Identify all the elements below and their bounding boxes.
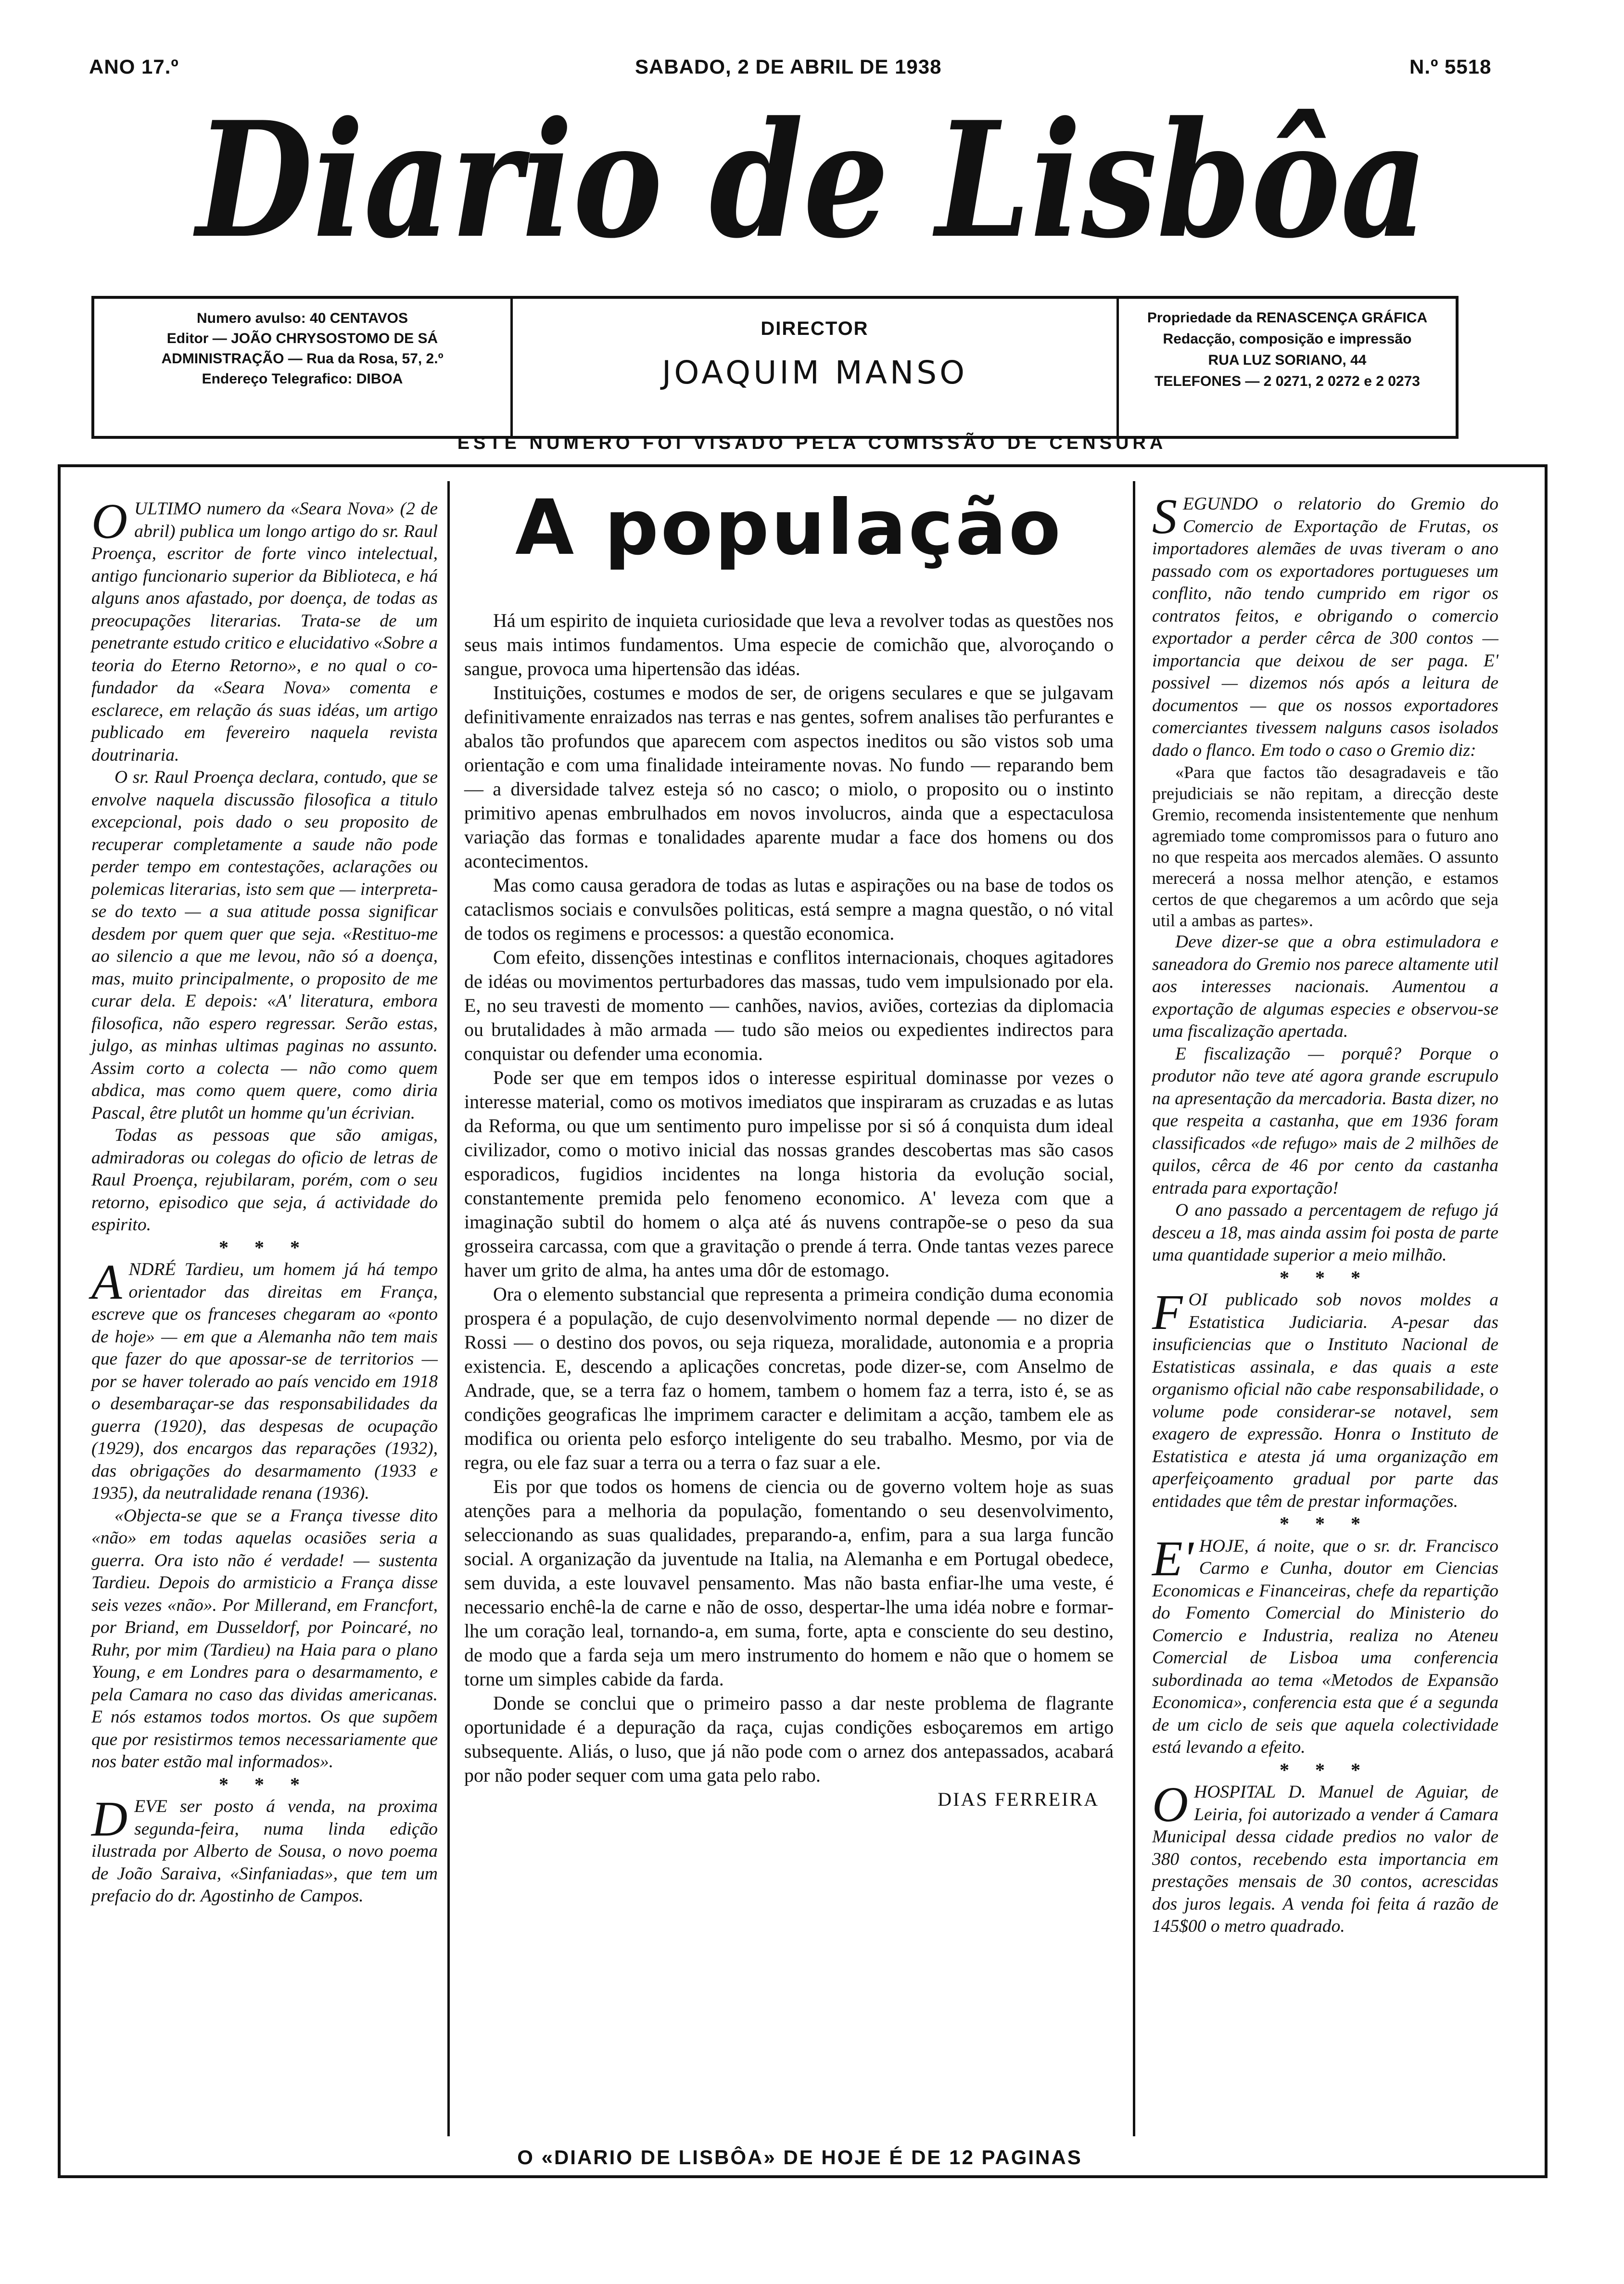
drop-cap: E' [1152,1531,1193,1586]
year-label: ANO 17.º [89,55,179,78]
separator-stars: * * * [1280,1759,1371,1781]
drop-cap: A [91,1254,122,1310]
right-paragraph: Deve dizer-se que a obra estimuladora e saneadora do Gremio nos parece altamente util aos interesses nacionais. Aumentou a exportação de algumas especies e observou-se uma fiscalização apertada. [1152,932,1498,1041]
article-paragraph: Pode ser que em tempos idos o interesse espiritual dominasse por vezes o interesse material, como os motivos imediatos que inspiraram as cruzadas e as lutas da Reforma, ou que um sentimento puro impelisse por si só á conquista dum ideal civilizador, como o motivo inicial das nossas grandes descobertas mas são casos esporadicos, fugidios incidentes na longa historia da evolução social, constantemente premida pelo fenomeno economico. A' leveza com que a imaginação subtil do homem o alça até ás nuvens contrapõe-se o peso da sua grosseira carcassa, com que a gravitação o prende á terra. Onde tantas vezes parece haver um grito de alma, ha antes uma dôr de estomago. [464,1067,1114,1281]
separator-stars: * * * [1280,1513,1371,1534]
issue-number: N.º 5518 [1409,55,1492,78]
article-paragraph: Há um espirito de inquieta curiosidade que leva a revolver todas as questões nos seus mais intimos fundamentos. Uma especie de comichão que, alvoroçando o sangue, provoca uma hipertensão das idéas. [464,610,1114,679]
left-paragraph: Todas as pessoas que são amigas, admiradoras ou colegas do oficio de letras de Raul Proença, rejubilaram, porém, com o seu retorno, episodico que seja, á actividade do espirito. [91,1125,438,1235]
article-signature: DIAS FERREIRA [938,1788,1099,1810]
info-left [94,299,513,436]
right-paragraph: FOI publicado sob novos moldes a Estatistica Judiciaria. A-pesar das insuficiencias que o Instituto Nacional de Estatisticas assinala, e das quais a este organismo oficial não cabe responsabilidade, o volume pode considerar-se notavel, sem exagero de expressão. Honra o Instituto de Estatistica e atesta já uma organização em aperfeiçoamento gradual por parte das entidades que têm de prestar informações. [1152,1285,1498,1511]
right-paragraph: E fiscalização — porquê? Porque o produtor não teve até agora grande escrupulo na apresentação da mercadoria. Basta dizer, no que respeita a castanha, que em 1936 foram classificados «de refugo» mais de 2 milhões de quilos, cêrca de 46 por cento da castanha entrada para exportação! [1152,1044,1498,1198]
separator-stars: * * * [219,1236,310,1258]
phones-line: TELEFONES — 2 0271, 2 0272 e 2 0273 [1155,373,1420,389]
masthead-title: Diario de Lisbôa [192,96,1428,273]
director-name: JOAQUIM MANSO [661,354,968,391]
article-paragraph: Instituições, costumes e modos de ser, de origens seculares e que se julgavam definitivamente enraizados nas terras e nas gentes, sofrem analises tão perfurantes e abalos tão profundos que aparecem com aspectos ineditos ou são vistos sob uma orientação e com uma finalidade inteiramente novas. No fundo — reparando bem — a diversidade talvez esteja só no casco; o miolo, o proposito ou o instinto primitivo apenas embrulhados em novos involucros, ainda que a espectaculosa variação das formas e tonalidades aparente mudar a face dos homens ou dos acontecimentos. [464,682,1114,872]
article-paragraph: Donde se conclui que o primeiro passo a dar neste problema de flagrante oportunidade é a depuração da raça, cujas condições esboçaremos em artigo subsequente. Aliás, o luso, que já não pode com o arnez dos antepassados, acabará por não poder sequer com uma gata pelo rabo. [464,1692,1114,1786]
drop-cap: S [1152,489,1177,544]
address-line: RUA LUZ SORIANO, 44 [1208,352,1367,368]
drop-cap: F [1152,1285,1183,1340]
column-rule-left [447,481,450,2136]
info-director [515,299,1114,436]
owner-line: Propriedade da RENASCENÇA GRÁFICA [1147,310,1428,326]
left-paragraph: DEVE ser posto á venda, na proxima segunda-feira, numa linda edição ilustrada por Alberto de Sousa, o novo poema de João Saraiva, «Sinfaniadas», que tem um prefacio do dr. Agostinho de Campos. [91,1791,438,1906]
left-paragraph: «Objecta-se que se a França tivesse dito «não» em todas aquelas ocasiões seria a guerra. Ora isto não é verdade! — sustenta Tardieu. Depois do armisticio a França disse seis vezes «não». Por Millerand, em Francfort, por Briand, em Dusseldorf, por Poincaré, no Ruhr, por mim (Tardieu) na Haia para o plano Young, e em Londres para o desarmamento, e pela Camara no caso das dividas americanas. E nós estamos todos mortos. Os que supõem que por resistirmos temos necessariamente que nos bater estão mal informados». [91,1506,438,1772]
article-paragraph: Eis por que todos os homens de ciencia ou de governo voltem hoje as suas atenções para a melhoria da população, fomentando o seu desenvolvimento, seleccionando as suas qualidades, preparando-a, enfim, para a sua larga funcão social. A organização da juventude na Italia, na Alemanha e em Portugal obedece, sem duvida, a este louvavel pensamento. Mas não basta enfiar-lhe uma veste, é necessario enchê-la de carne e não de osso, despertar-lhe uma idéa nobre e formar-lhe um coração leal, tornando-a, em suma, forte, apta e consciente do seu destino, de modo que a farda seja um mero instrumento do homem e não que o homem se torne um simples cabide da farda. [464,1476,1114,1690]
right-paragraph: OHOSPITAL D. Manuel de Aguiar, de Leiria, foi autorizado a vender á Camara Municipal dessa cidade predios no valor de 380 contos, recebendo esta importancia em prestações mensais de 30 contos, acrescidas dos juros legais. A venda foi feita á razão de 145$00 o metro quadrado. [1152,1777,1498,1936]
drop-cap: D [91,1791,128,1847]
left-paragraph: OULTIMO numero da «Seara Nova» (2 de abril) publica um longo artigo do sr. Raul Proença, escritor de forte vinco intelectual, antigo funcionario superior da Biblioteca, e há alguns anos afastado, por doença, de todas as preocupações literarias. Trata-se de um penetrante estudo critico e elucidativo «Sobre a teoria do Eterno Retorno», e no qual o co-fundador da «Seara Nova» comenta e esclarece, em relação ás suas idéas, um artigo publicado em fevereiro naquela revista doutrinaria. [91,494,438,765]
article-paragraph: Com efeito, dissenções intestinas e conflitos internacionais, choques agitadores de idéas ou movimentos perturbadores das massas, tudo vem impulsionado por ela. E, no seu travesti de momento — canhões, navios, aviões, cortezias da diplomacia ou brutalidades à mão armada — tudo são meios ou expedientes indirectos para conquistar ou defender uma economia. [464,946,1114,1064]
editor-line: Editor — JOÃO CHRYSOSTOMO DE SÁ [166,331,438,346]
article-paragraph: Mas como causa geradora de todas as lutas e aspirações ou na base de todos os cataclismos sociais e convulsões politicas, está sempre a magna questão, o nó vital de todos os regimens e processos: a questão economica. [464,874,1114,944]
left-paragraph: ANDRÉ Tardieu, um homem já há tempo orientador das direitas em França, escreve que os franceses chegaram ao «ponto de hoje» — em que a Alemanha não tem mais que fazer do que apossar-se de territorios — por se haver tolerado ao país vencido em 1918 o desembaraçar-se das responsabilidades da guerra (1920), das despesas de ocupação (1929), dos encargos das reparações (1932), das obrigações do desarmamento (1933 e 1935), da neutralidade renana (1936). [91,1254,438,1503]
administration-line: ADMINISTRAÇÃO — Rua da Rosa, 57, 2.º [161,351,444,367]
separator-stars: * * * [219,1773,310,1795]
left-paragraph: O sr. Raul Proença declara, contudo, que se envolve naquela discussão filosofica a titulo excepcional, pois dado o seu proposito de recuperar completamente a saude não pode perder tempo em contestações, aclarações ou polemicas literarias, isto sem que — interpreta-se do texto — a sua atitude possa significar desdem por quem quer que seja. «Restituo-me ao silencio a que me levou, não só a doença, mas, muito principalmente, o proposito de me curar dela. E depois: «A' literatura, embora filosofica, não espero regressar. Serão estas, julgo, as minhas ultimas paginas no assunto. Assim corto a colecta — não como quem abdica, mas como quem quere, como diria Pascal, être plutôt un homme qu'un écrivian. [91,767,438,1123]
drop-cap: O [1152,1777,1189,1832]
right-paragraph: SEGUNDO o relatorio do Gremio do Comercio de Exportação de Frutas, os importadores alemães de uvas tiveram o ano passado com os exportadores portugueses um conflito, não tendo cumprido em rigor os contratos feitos, e obrigando o comercio exportador a perder cêrca de 300 contos — importancia que deixou de ser paga. E' possivel — dizemos nós após a leitura de documentos — que os nossos exportadores comerciantes tivessem nalguns casos isolados dado o flanco. Em todo o caso o Gremio diz: [1152,489,1498,760]
left-column [91,494,438,1908]
quote-block: «Para que factos tão desagradaveis e tão prejudiciais se não repitam, a direcção deste Gremio, recomenda insistentemente que nenhum agremiado tome compromissos para o futuro ano no que respeita aos mercados alemães. O assunto merecerá a nossa melhor atenção, e estamos certos de que chegaremos a um acôrdo que seja util a ambas as partes». [1152,763,1498,930]
center-article [464,609,1114,1812]
price-line: Numero avulso: 40 CENTAVOS [197,310,408,326]
editorial-line: Redacção, composição e impressão [1163,331,1412,347]
masthead [0,96,1624,298]
article-paragraph: Ora o elemento substancial que representa a primeira condição duma economia prospera é a população, de cujo desenvolvimento normal depende — no dizer de Rossi — o destino dos povos, ou seja riqueza, moralidade, autonomia e a propria existencia. E, descendo a aplicações concretas, pode dizer-se, com Anselmo de Andrade, que, se a terra faz o homem, tambem o homem faz a terra, isto é, se as condições geograficas lhe imprimem caracter e delimitam a acção, tambem ele as modifica ou orienta pelo esforço inteligente do seu trabalho. Mesmo, por via de regra, ou ele faz suar a terra ou a terra o faz suar a ele. [464,1283,1114,1473]
censorship-notice: ESTE NUMERO FOI VISADO PELA COMISSÃO DE CENSURA [457,433,1167,453]
info-right [1116,299,1456,436]
column-rule-right [1133,481,1135,2136]
right-paragraph: O ano passado a percentagem de refugo já desceu a 18, mas ainda assim foi posta de parte uma quantidade superior a meio milhão. [1152,1200,1498,1265]
article-headline: A população [515,484,1063,572]
separator-stars: * * * [1280,1266,1371,1289]
telegraph-line: Endereço Telegrafico: DIBOA [202,371,403,387]
director-label: DIRECTOR [761,318,869,339]
right-paragraph: E' HOJE, á noite, que o sr. dr. Francisco Carmo e Cunha, doutor em Ciencias Economicas e Financeiras, chefe da repartição do Fomento Comercial do Ministerio do Comercio e Industria, realiza no Ateneu Comercial de Lisboa uma conferencia subordinada ao tema «Metodos de Expansão Economica», conferencia esta que é a segunda de um ciclo de seis que aquela colectividade está levando a efeito. [1152,1531,1498,1757]
date-label: SABADO, 2 DE ABRIL DE 1938 [635,55,942,78]
info-box [91,296,1459,439]
drop-cap: O [91,494,128,549]
masthead-svg [0,96,1624,298]
footer-notice: O «DIARIO DE LISBÔA» DE HOJE É DE 12 PAGINAS [517,2146,1082,2169]
right-column [1152,489,1498,1938]
